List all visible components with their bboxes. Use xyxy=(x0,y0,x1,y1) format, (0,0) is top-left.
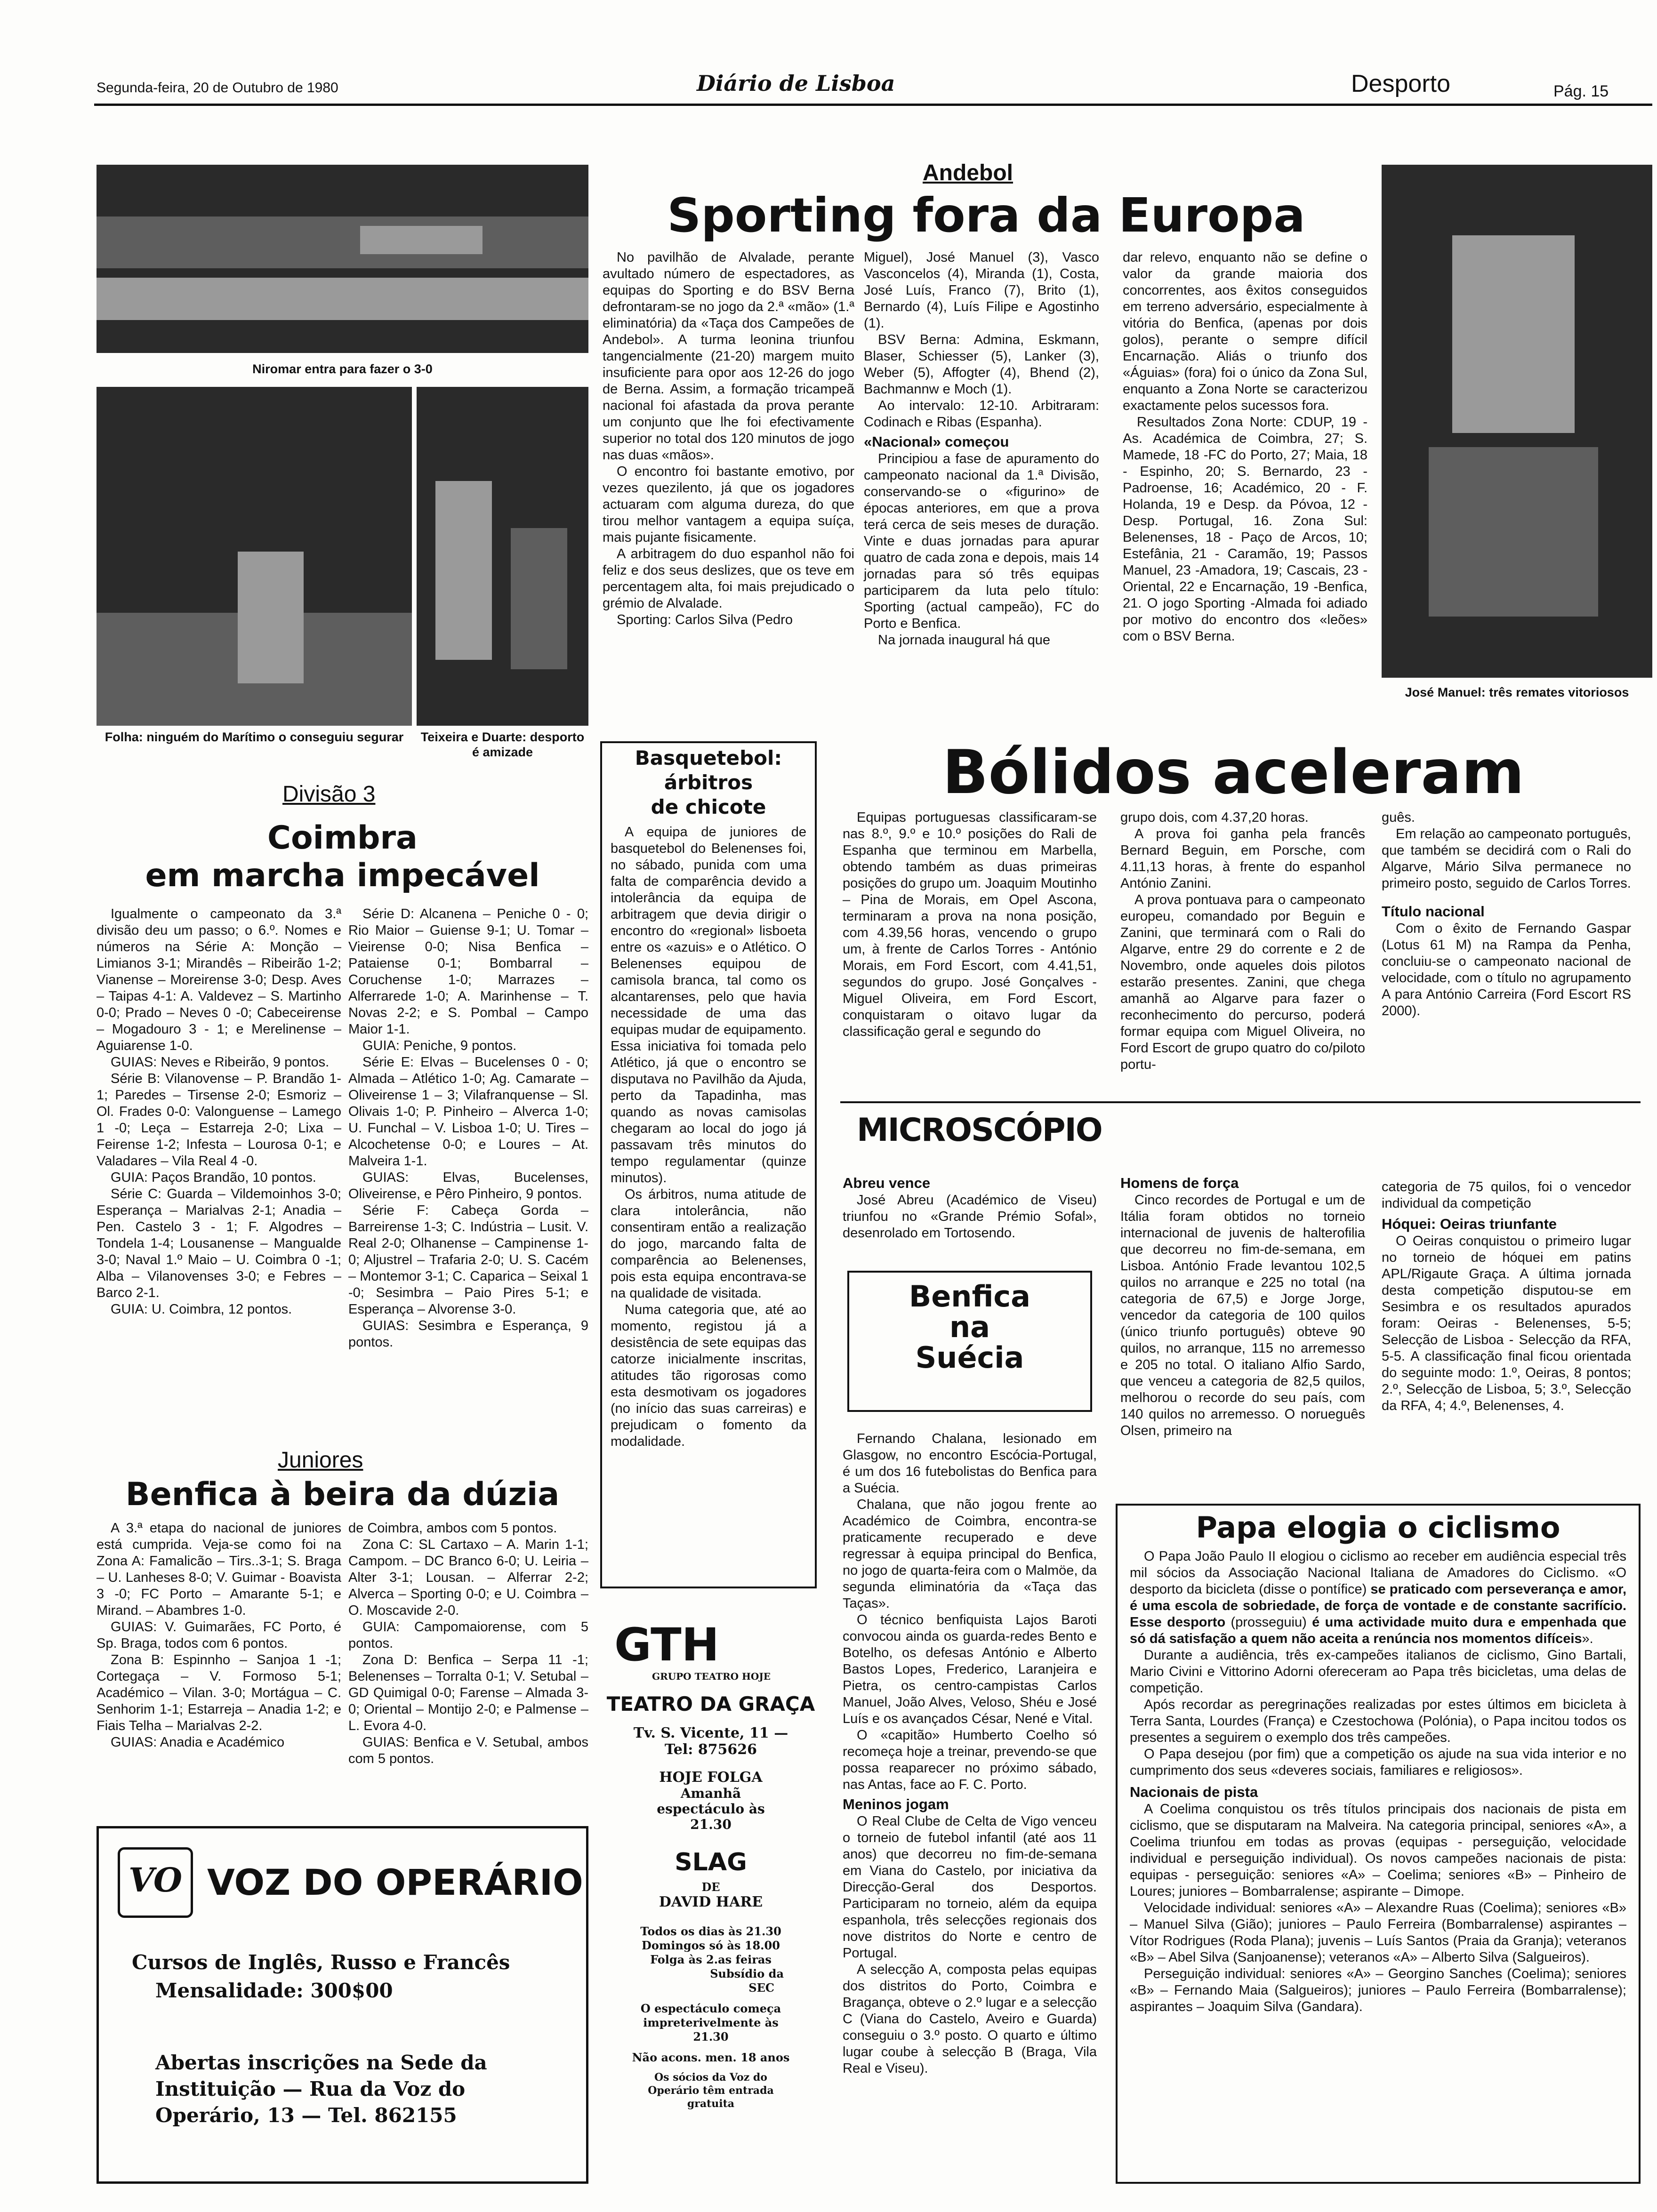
paragraph: O Oeiras conquistou o primeiro lugar no torneio de hóquei em patins APL/Rigaute Graça. A última jornada desta competição disputou-se em Sesimbra e os resultados apurados foram: Oeiras - Belenenses, 5-5; Selecção de Lisboa - Selecção da RFA, 5-5. A classificação final ficou orientada do seguinte modo: 1.º, Oeiras, 8 pontos; 2.º, Selecção de Lisboa, 5; 3.º, Selecção da RFA, 4; 4.º, Belenenses, 4. xyxy=(1382,1234,1631,1413)
schedule-line: Subsídio da xyxy=(710,1967,784,1980)
teatro-play: SLAG xyxy=(675,1848,747,1876)
divisao3-col1 xyxy=(97,906,341,1318)
paragraph: Durante a audiência, três ex-campeões italianos de ciclismo, Gino Bartali, Mario Civini e Vittorino Adorni ofereceram ao Papa três bicicletas, uma delas de competição. xyxy=(1130,1648,1626,1696)
paragraph: GUIA: Peniche, 9 pontos. xyxy=(362,1038,517,1053)
paragraph: A arbitragem do duo espanhol não foi feliz e dos seus deslizes, que os teve em percentagem alta, foi mais prejudicado o grémio de Alvalade. xyxy=(603,546,854,611)
masthead-rule xyxy=(94,104,1652,106)
andebol-kicker: Andebol xyxy=(923,160,1013,185)
paragraph: A 3.ª etapa do nacional de juniores está cumprida. Veja-se como foi na Zona A: Famalicão – Tirs..3-1; S. Braga – U. Lanheses 8-0; V. Guimar - Boavista 3 -0; FC Porto – Amarante 5-1; e Mirand. – Abambres 1-0. xyxy=(97,1521,341,1618)
paragraph: dar relevo, enquanto não se define o valor da grande maioria dos concorrentes, aos êxitos conseguidos em terreno adversário, especialmente à vitória do Benfica, (apenas por dois golos), perante o sempre difícil Encarnação. Aliás o triunfo dos «Águias» (fora) foi o único da Zona Sul, enquanto a Zona Norte se caracterizou exactamente pelos sucessos fora. xyxy=(1123,250,1367,413)
schedule-line: Folga às 2.as feiras xyxy=(650,1953,772,1966)
paragraph: GUIAS: Neves e Ribeirão, 9 pontos. xyxy=(111,1055,330,1070)
masthead-page: Pág. 15 xyxy=(1553,82,1609,100)
paragraph: GUIAS: Sesimbra e Esperança, 9 pontos. xyxy=(348,1318,588,1350)
paragraph: Zona D: Benfica – Serpa 11 -1; Belenenses – Torralta 0-1; V. Setubal – GD Quimigal 0-0; Farense – Almada 3-0; Oriental – Montijo 2-0; e Palmense – L. Evora 4-0. xyxy=(348,1652,588,1733)
teatro-address: Tv. S. Vicente, 11 — xyxy=(633,1725,788,1741)
andebol-headline: Sporting fora da Europa xyxy=(667,188,1305,243)
teatro-age: Não acons. men. 18 anos xyxy=(632,2051,790,2064)
benfica-headline3: Suécia xyxy=(915,1340,1024,1375)
paragraph: O Papa desejou (por fim) que a competição os ajude na sua vida interior e no cumprimento dos seus «deveres sociais, familiares e religiosos». xyxy=(1130,1747,1626,1779)
basquete-body xyxy=(611,824,806,1450)
juniores-kicker: Juniores xyxy=(278,1448,363,1473)
paragraph: Numa categoria que, até ao momento, registou já a desistência de sete equipas das catorze inicialmente inscritas, atitudes tão rigorosas como esta desmotivam os jogadores (no início das suas carreiras) e prejudicam o fomento da modalidade. xyxy=(611,1302,806,1450)
paragraph: Equipas portuguesas classificaram-se nas 8.º, 9.º e 10.º posições do Rali de Espanha que terminou em Marbella, obtendo também as duas primeiras posições do grupo um. Joaquim Moutinho – Pina de Morais, em Opel Ascona, terminaram a prova na nona posição, com 4.39,56 horas, vencendo o grupo um, à frente de Carlos Torres - António Morais, em Ford Escort, com 4.41,51, segundos do grupo. José Gonçalves - Miguel Oliveira, em Ford Escort, conquistaram o oitavo lugar da classificação geral e segundo do xyxy=(843,810,1097,1039)
paragraph: GUIAS: V. Guimarães, FC Porto, é Sp. Braga, todos com 6 pontos. xyxy=(97,1619,341,1651)
photo-niromar xyxy=(97,165,588,353)
benfica-body xyxy=(843,1431,1097,2077)
forca-subhead: Homens de força xyxy=(1120,1175,1239,1191)
paragraph: A selecção A, composta pelas equipas dos distritos do Porto, Coimbra e Bragança, obteve o 2.º lugar e a selecção C (Viana do Castelo, Aveiro e Guarda) conseguiu o 3.º posto. O quarto e último lugar coube à selecção B (Braga, Vila Real e Viseu). xyxy=(843,1962,1097,2076)
benfica-headline2: na xyxy=(949,1310,990,1345)
paragraph: Série D: Alcanena – Peniche 0 - 0; Rio Maior – Guiense 9-1; U. Tomar – Vieirense 0-0; Nisa Benfica – Pataiense 0-1; Bombarral – Coruchense 1-0; Marrazes – Alferrarede 1-0; A. Marinhense – T. Novas 2-2; e S. Pombal – Campo Maior 1-1. xyxy=(348,906,588,1037)
paragraph: A equipa de juniores de basquetebol do Belenenses foi, no sábado, punida com uma falta de comparência devido a intolerância da equipa de arbitragem que devia dirigir o encontro do «regional» lisboeta entre os «azuis» e o Atlético. O Belenenses equipou de camisola branca, tal como os alcantarenses, pelo que havia necessidade de uma das equipas mudar de equipamento. Essa iniciativa foi tomada pelo Atlético, já que o encontro se disputava no Pavilhão da Ajuda, perto da Tapadinha, mas quando as novas camisolas chegaram ao local do jogo já passavam três minutos do tempo regulamentar (quinze minutos). xyxy=(611,825,806,1186)
paragraph: Zona B: Espinnho – Sanjoa 1 -1; Cortegaça – V. Formoso 5-1; Académico – Vilan. 3-0; Mortágua – C. Senhorim 1-1; Estarreja – Anadia 1-2; e Fiais Telha – Marialvas 2-2. xyxy=(97,1652,341,1733)
paragraph: de Coimbra, ambos com 5 pontos. xyxy=(348,1521,557,1536)
paragraph: O «capitão» Humberto Coelho só recomeça hoje a treinar, prevendo-se que possa reaparecer no próximo sábado, nas Antas, face ao F. C. Porto. xyxy=(843,1728,1097,1792)
paragraph: Miguel), José Manuel (3), Vasco Vasconcelos (4), Miranda (1), Costa, José Luís, Franco (7), Brito (1), Bernardo (4), Luís Filipe e Agostinho (1). xyxy=(864,250,1099,331)
paragraph: Na jornada inaugural há que xyxy=(878,633,1050,648)
basquete-headline3: de chicote xyxy=(651,795,766,819)
caption-photo4: José Manuel: três remates vitoriosos xyxy=(1405,685,1629,699)
hoquei-subhead: Hóquei: Oeiras triunfante xyxy=(1382,1216,1557,1232)
teatro-tel: Tel: 875626 xyxy=(664,1741,757,1758)
teatro-name: TEATRO DA GRAÇA xyxy=(606,1692,815,1715)
paragraph: Série C: Guarda – Vildemoinhos 3-0; Esperança – Marialvas 2-1; Anadia – Pen. Castelo 3 - 1; F. Algodres – Tondela 1-4; Lousanense – Mangualde 3-0; Naval 1.º Maio – U. Coimbra 0 -1; Alba – Vilanovenses 3-0; e Febres – Barco 2-1. xyxy=(97,1186,341,1300)
microscopio-rule xyxy=(840,1101,1641,1103)
schedule-line: Todos os dias às 21.30 xyxy=(640,1924,781,1938)
bolidos-col2 xyxy=(1120,809,1365,1073)
paragraph: Série B: Vilanovense – P. Brandão 1-1; Paredes – Tirsense 2-0; Esmoriz – Ol. Frades 0-0: Valonguense – Lamego 1 -0; Leça – Estarreja 2-0; Lixa – Feirense 1-2; Infesta – Lourosa 0-1; e Valadares – Vila Real 4 -0. xyxy=(97,1071,341,1169)
paragraph: Os árbitros, numa atitude de clara intolerância, não consentiram então a realização do jogo, marcando falta de comparência ao Belenenses, pois esta equipa encontrava-se na qualidade de visitada. xyxy=(611,1187,806,1301)
papa-quote: é uma actividade muito dura e empenhada que só dá satisfação a quem não aceita a renúncia nos momentos difíceis xyxy=(1130,1615,1626,1647)
bolidos-headline: Bólidos aceleram xyxy=(942,737,1525,808)
teatro-amanha: Amanhã espectáculo às 21.30 xyxy=(657,1786,765,1832)
papa-box xyxy=(1116,1504,1641,2184)
teatro-schedule xyxy=(605,1924,817,1995)
paragraph: Ao intervalo: 12-10. Arbitraram: Codinach e Ribas (Espanha). xyxy=(864,398,1099,430)
papa-text: (prosseguiu) xyxy=(1225,1615,1312,1630)
voz-line3: Abertas inscrições na Sede da Instituição — Rua da Voz do Operário, 13 — Tel. 862155 xyxy=(155,2051,487,2127)
paragraph: BSV Berna: Admina, Eskmann, Blaser, Schiesser (5), Lanker (3), Weber (5), Affogter (4), Bhend (2), Bachmannw e Moch (1). xyxy=(864,332,1099,397)
bolidos-subhead: Título nacional xyxy=(1382,903,1485,920)
papa-text: O Papa João Paulo II elogiou o ciclismo ao receber em audiência especial três mil sócios da Associação Nacional Italiana de Amadores do Ciclismo. «O desporto da bicicleta (disse o pontífice) xyxy=(1130,1549,1626,1597)
bolidos-col1 xyxy=(843,809,1097,1040)
voz-logo-text: VO xyxy=(128,1860,183,1899)
voz-line2: Mensalidade: 300$00 xyxy=(155,1979,393,2002)
paragraph: Série E: Elvas – Bucelenses 0 - 0; Almada – Atlético 1-0; Ag. Camarate – Oliveirense 1 – 3; Vilafranquense – Sl. Olivais 1-0; P. Pinheiro – Alverca 1-0; U. Funchal – V. Lisboa 1-0; U. Tires – Alcochetense 0-0; e Loures – At. Malveira 1-1. xyxy=(348,1055,588,1169)
teatro-note: O espectáculo começa impreterivelmente às 21.30 xyxy=(640,2002,781,2044)
paragraph: GUIAS: Elvas, Bucelenses, Oliveirense, e Pêro Pinheiro, 9 pontos. xyxy=(348,1170,588,1202)
paragraph: Resultados Zona Norte: CDUP, 19 - As. Académica de Coimbra, 27; S. Mamede, 18 -FC do Porto, 27; Maia, 18 - Espinho, 20; S. Bernardo, 23 - Padroense, 16; Académico, 20 - F. Holanda, 19 e Desp. da Póvoa, 12 - Desp. Portugal, 16. Zona Sul: Belenenses, 18 - Paço de Arcos, 10; Estefânia, 21 - Caramão, 19; Passos Manuel, 23 -Amadora, 19; Cascais, 23 -Oriental, 22 e Encarnação, 19 -Benfica, 21. O jogo Sporting -Almada foi adiado por motivo do encontro dos «leões» com o BSV Berna. xyxy=(1123,415,1367,644)
masthead-date: Segunda-feira, 20 de Outubro de 1980 xyxy=(97,80,338,96)
bolidos-col3 xyxy=(1382,809,1631,1019)
schedule-line: Domingos só às 18.00 xyxy=(642,1939,780,1952)
papa-subhead: Nacionais de pista xyxy=(1130,1784,1258,1801)
caption-photo1: Niromar entra para fazer o 3-0 xyxy=(252,362,433,376)
photo-folha xyxy=(97,387,412,726)
divisao3-headline1: Coimbra xyxy=(267,819,418,857)
teatro-logo: GTH xyxy=(614,1619,719,1671)
paragraph: A prova pontuava para o campeonato europeu, comandado por Beguin e Zanini, que terminará com o Rali do Algarve, entre 29 do corrente e 2 de Novembro, onde aqueles dois pilotos estarão presentes. Zanini, que chega amanhã ao Algarve para fazer o reconhecimento do percurso, poderá formar equipa com Miguel Oliveira, no Ford Escort de grupo quatro do co/piloto portu- xyxy=(1120,892,1365,1072)
papa-text: ». xyxy=(1582,1631,1593,1647)
voz-logo xyxy=(118,1847,193,1918)
paragraph: Igualmente o campeonato da 3.ª divisão deu um passo; o 6.º. Nomes e números na Série A: Monção – Limianos 3-1; Mirandês – Ribeirão 1-2; Vianense – Moreirense 3-0; Desp. Aves – Taipas 4-1: A. Valdevez – S. Martinho 0-0; Prado – Neves 0 -0; Cabeceirense – Mogadouro 3 - 1; e Merelinense – Aguiarense 1-0. xyxy=(97,906,341,1053)
paragraph: GUIA: Paços Brandão, 10 pontos. xyxy=(111,1170,316,1185)
voz-line1: Cursos de Inglês, Russo e Francês xyxy=(132,1951,510,1974)
teatro-author: DAVID HARE xyxy=(659,1894,763,1910)
paragraph: GUIA: Campomaiorense, com 5 pontos. xyxy=(348,1619,588,1651)
paragraph: O encontro foi bastante emotivo, por vezes quezilento, já que os jogadores actuaram com alguma dureza, do que tirou melhor vantagem a equipa suíça, mais pujante fisicamente. xyxy=(603,464,854,545)
paragraph: Em relação ao campeonato português, que também se decidirá com o Rali do Algarve, Mário Silva permanece no primeiro posto, seguido de Carlos Torres. xyxy=(1382,826,1631,891)
paragraph: A Coelima conquistou os três títulos principais dos nacionais de pista em ciclismo, que se disputaram na Malveira. Na categoria principal, seniores «A», a Coelima triunfou em todas as provas (equipas - perseguição, velocidade individual e perseguição individual). Os novos campeões nacionais de pista: equipas - perseguição: seniores «A» – Coelima; seniores «B» – Pinheiro de Loures; juniores – Bombarralense; aspirante – Dimope. xyxy=(1130,1802,1626,1899)
paragraph: José Abreu (Académico de Viseu) triunfou no «Grande Prémio Sofal», desenrolado em Tortosendo. xyxy=(843,1193,1097,1241)
paragraph: Cinco recordes de Portugal e um de Itália foram obtidos no torneio internacional de juvenis de halterofilia que decorreu no fim-de-semana, em Lisboa. António Frade levantou 102,5 quilos no arranque e 225 no total (na categoria de 67,5) e Jorge Jorge, vencedor da categoria de 100 quilos (único triunfo português) obteve 90 quilos, no arranque, 115 no arremesso e 205 no total. O italiano Alfio Sardo, que venceu a categoria de 82,5 quilos, melhorou o recorde do seu país, com 140 quilos no arremesso. O norueguês Olsen, primeiro na xyxy=(1120,1193,1365,1438)
abreu-col xyxy=(843,1172,1097,1242)
paragraph: Principiou a fase de apuramento do campeonato nacional da 1.ª Divisão, conservando-se o «figurino» de épocas anteriores, em que a prova terá cerca de seis meses de duração. Vinte e duas jornadas para apurar quatro de cada zona e depois, mais 14 jornadas para só três equipas participarem da luta pelo título: Sporting (actual campeão), FC do Porto e Benfica. xyxy=(864,451,1099,631)
microscopio-title: MICROSCÓPIO xyxy=(857,1112,1102,1149)
benfica-box xyxy=(847,1271,1092,1412)
photo-jose-manuel xyxy=(1382,165,1652,678)
teatro-group: GRUPO TEATRO HOJE xyxy=(652,1671,771,1682)
caption-photo3: Teixeira e Duarte: desporto é amizade xyxy=(420,730,585,759)
paragraph xyxy=(1130,1548,1626,1647)
forca-col xyxy=(1120,1172,1365,1439)
basquete-headline1: Basquetebol: xyxy=(635,746,782,769)
basquete-headline2: árbitros xyxy=(664,771,753,794)
paragraph: No pavilhão de Alvalade, perante avultado número de espectadores, as equipas do Sporting e do BSV Berna defrontaram-se no jogo da 2.ª «mão» (1.ª eliminatória) da «Taça dos Campeões de Andebol». A turma leonina triunfou tangencialmente (21-20) margem muito insuficiente para opor aos 12-26 do jogo de Berna. Assim, a formação tricampeã nacional foi afastada da prova perante um conjunto que lhe foi efectivamente superior no total dos 120 minutos de jogo nas duas «mãos». xyxy=(603,250,854,463)
paragraph: grupo dois, com 4.37,20 horas. xyxy=(1120,810,1309,825)
basquete-box xyxy=(600,741,817,1588)
paragraph: Perseguição individual: seniores «A» – Georgino Sanches (Coelima); seniores «B» – Fernando Maia (Salgueiros); juniores – Paulo Ferreira (Bombarralense); aspirantes – Joaquim Silva (Gandara). xyxy=(1130,1966,1626,2015)
andebol-col1 xyxy=(603,249,854,628)
divisao3-headline2: em marcha impecável xyxy=(145,857,540,894)
andebol-col3 xyxy=(1123,249,1367,645)
teatro-ad xyxy=(605,1619,817,2165)
paragraph: categoria de 75 quilos, foi o vencedor individual da competição xyxy=(1382,1179,1631,1211)
schedule-line: SEC xyxy=(748,1981,774,1995)
paragraph: Fernando Chalana, lesionado em Glasgow, no encontro Escócia-Portugal, é um dos 16 futebolistas do Benfica para a Suécia. xyxy=(843,1431,1097,1496)
divisao3-col2 xyxy=(348,906,588,1351)
paragraph: A prova foi ganha pela francês Bernard Beguin, em Porsche, com 4.11,13 horas, à frente do espanhol António Zanini. xyxy=(1120,826,1365,891)
abreu-subhead: Abreu vence xyxy=(843,1175,931,1191)
paragraph: GUIAS: Anadia e Académico xyxy=(111,1735,285,1750)
hoquei-col xyxy=(1382,1179,1631,1414)
benfica-headline1: Benfica xyxy=(909,1279,1030,1314)
paragraph: O técnico benfiquista Lajos Baroti convocou ainda os guarda-redes Bento e Botelho, os defesas António e Alberto Bastos Lopes, Frederico, Laranjeira e Pietra, os centro-campistas Carlos Manuel, João Alves, Veloso, Shéu e José Luís e os avançados César, Nené e Vital. xyxy=(843,1612,1097,1726)
juniores-col2 xyxy=(348,1520,588,1767)
paragraph: Série F: Cabeça Gorda – Barreirense 1-3; C. Indústria – Lusit. V. Real 2-0; Olhanense – Campinense 1-0; Aljustrel – Trafaria 2-0; U. S. Cacém – Montemor 3-1; C. Caparica – Seixal 1 -0; Sesimbra – Paio Pires 5-1; e Esperança – Alvorense 3-0. xyxy=(348,1203,588,1317)
papa-quote: se praticado com perseverança e amor, é uma escola de sobriedade, de força de vontade e de constante sacrifício. Esse desporto xyxy=(1130,1582,1626,1630)
paragraph: GUIAS: Benfica e V. Setubal, ambos com 5 pontos. xyxy=(348,1735,588,1766)
paragraph: Zona C: SL Cartaxo – A. Marin 1-1; Campom. – DC Branco 6-0; U. Leiria – Alter 3-1; Lousan. – Alferrar 2-2; Alverca – Sporting 0-0; e U. Coimbra – O. Moscavide 2-0. xyxy=(348,1537,588,1618)
teatro-hoje: HOJE FOLGA xyxy=(659,1769,763,1786)
papa-headline: Papa elogia o ciclismo xyxy=(1196,1510,1560,1545)
masthead-paper: Diário de Lisboa xyxy=(697,71,895,96)
paragraph: Após recordar as peregrinações realizadas por estes últimos em bicicleta à Terra Santa, Lourdes (França) e Czestochowa (Polónia), o Papa incitou todos os presentes a seguirem o exemplo dos três campeões. xyxy=(1130,1697,1626,1746)
paragraph: Chalana, que não jogou frente ao Académico de Coimbra, encontra-se praticamente recuperado e deve regressar à equipa principal do Benfica, no jogo de quarta-feira com o Malmöe, da segunda eliminatória da «Taça das Taças». xyxy=(843,1497,1097,1611)
voz-title: VOZ DO OPERÁRIO xyxy=(207,1861,583,1903)
andebol-subhead: «Nacional» começou xyxy=(864,433,1009,450)
paragraph: guês. xyxy=(1382,810,1415,825)
voz-ad xyxy=(97,1826,588,2184)
andebol-col2 xyxy=(864,249,1099,649)
papa-body xyxy=(1130,1548,1626,2015)
paragraph: Com o êxito de Fernando Gaspar (Lotus 61 M) na Rampa da Penha, concluiu-se o campeonato nacional de velocidade, com o título no agrupamento A para António Carreira (Ford Escort RS 2000). xyxy=(1382,921,1631,1018)
caption-photo2: Folha: ninguém do Marítimo o conseguiu segurar xyxy=(105,730,404,744)
paragraph: Sporting: Carlos Silva (Pedro xyxy=(617,612,793,627)
paragraph: O Real Clube de Celta de Vigo venceu o torneio de futebol infantil (até aos 11 anos) que decorreu no fim-de-semana em Viana do Castelo, por iniciativa da Direcção-Geral dos Desportos. Participaram no torneio, além da equipa espanhola, três selecções regionais dos nove distritos do Norte e centro de Portugal. xyxy=(843,1814,1097,1961)
paragraph: GUIA: U. Coimbra, 12 pontos. xyxy=(111,1302,292,1317)
juniores-headline: Benfica à beira da dúzia xyxy=(125,1476,560,1513)
divisao3-kicker: Divisão 3 xyxy=(282,782,376,807)
photo-teixeira-duarte xyxy=(417,387,588,726)
paragraph: Velocidade individual: seniores «A» – Alexandre Ruas (Coelima); seniores «B» – Manuel Silva (Gião); juniores – Paulo Ferreira (Bombarralense) aspirantes – Vítor Rodrigues (Roda Plana); juvenis – Luís Santos (Praia da Granja); veteranos «B» – Abel Silva (Sanjoanense); veteranos «A» – Alberto Silva (Salgueiros). xyxy=(1130,1900,1626,1965)
teatro-members: Os sócios da Voz do Operário têm entrada gratuita xyxy=(648,2071,774,2110)
teatro-de: DE xyxy=(701,1880,720,1894)
benfica-subhead: Meninos jogam xyxy=(843,1796,949,1812)
masthead-section: Desporto xyxy=(1351,70,1450,97)
juniores-col1 xyxy=(97,1520,341,1751)
